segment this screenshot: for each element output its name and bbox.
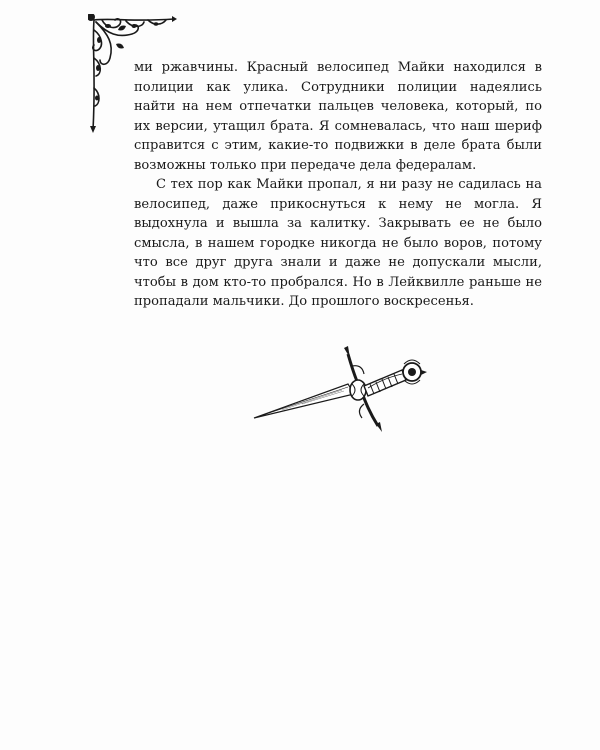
paragraph-1: ми ржавчины. Красный велосипед Майки находился в полиции как улика. Сотрудники полиции надеялись найти на нем отпечатки пальцев человека, который, по их версии, утащил брата. Я сомневалась, что наш шериф справится с этим, какие-то подвижки в деле брата были возможны только при передаче дела федералам.	[134, 60, 542, 173]
paragraph-2: С тех пор как Майки пропал, я ни разу не садилась на велосипед, даже прикоснуться к нему не могла. Я выдохнула и вышла за калитку. Закрывать ее не было смысла, в нашем городке никогда не было воров, потому что все друг друга знали и даже не допускали мысли, чтобы в дом кто-то пробрался. Но в Лейквилле раньше не пропадали мальчики. До прошлого воскресенья.	[134, 177, 542, 309]
dagger-illustration-icon	[252, 344, 428, 436]
body-text	[134, 58, 542, 312]
